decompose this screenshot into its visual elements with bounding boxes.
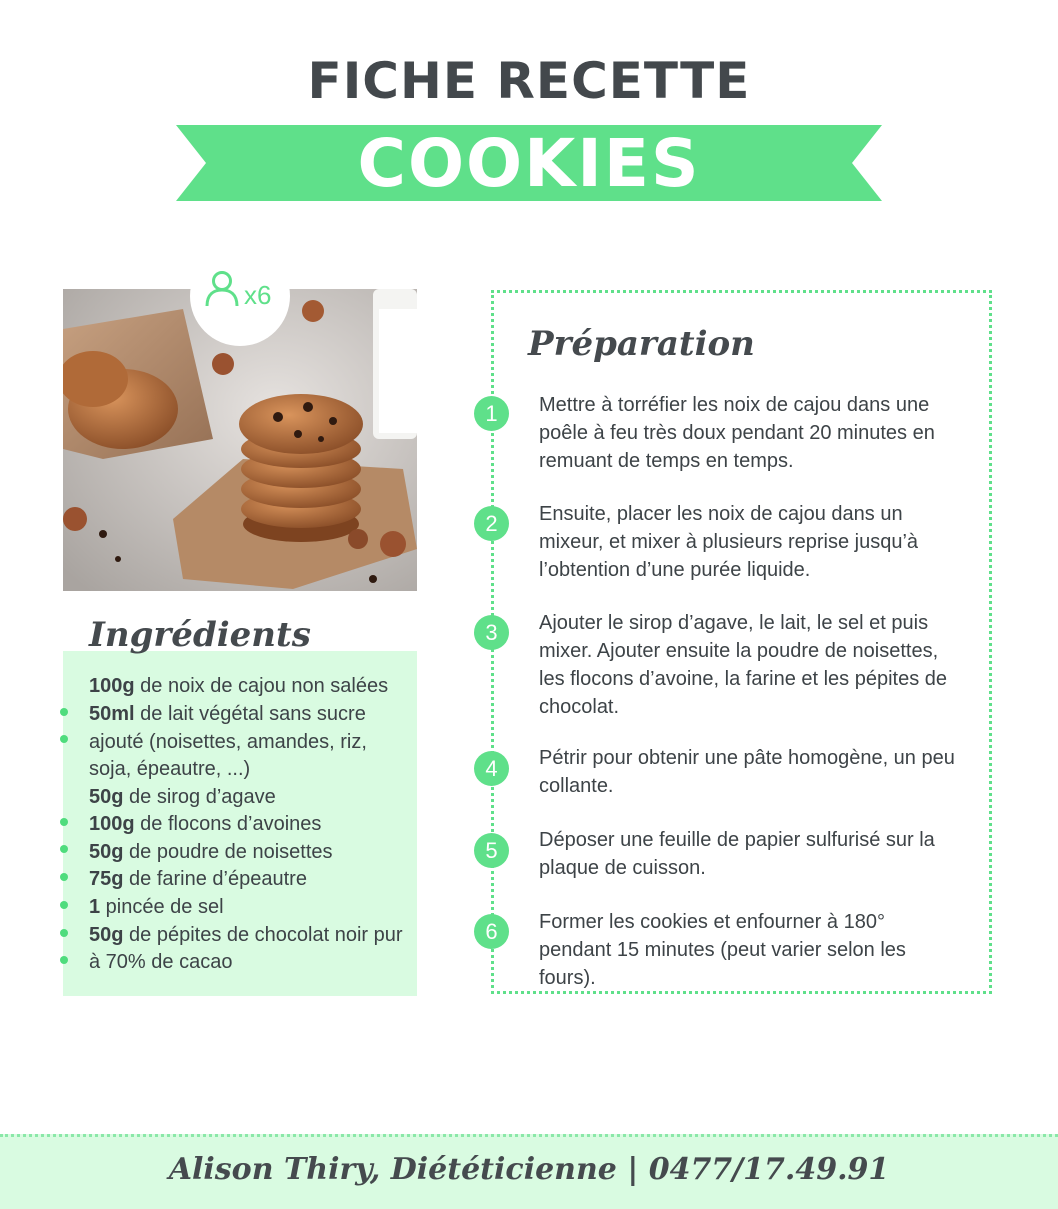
ingredient-line: ajouté (noisettes, amandes, riz, bbox=[89, 731, 367, 753]
ingredient-line: 50ml de lait végétal sans sucre bbox=[89, 703, 366, 725]
step-number: 4 bbox=[474, 751, 509, 786]
step-text: Ajouter le sirop d’agave, le lait, le sel et puis mixer. Ajouter ensuite la poudre de noisettes, les flocons d’avoine, la farine et les pépites de chocolat. bbox=[539, 612, 948, 718]
step-text: Ensuite, placer les noix de cajou dans un mixeur, et mixer à plusieurs reprise jusqu’à l’obtention d’une purée liquide. bbox=[539, 503, 919, 581]
page-title: FICHE RECETTE bbox=[307, 52, 751, 110]
ingredient-line: 50g de pépites de chocolat noir pur bbox=[89, 924, 403, 946]
bullet-dot bbox=[60, 873, 68, 881]
step-number: 6 bbox=[474, 914, 509, 949]
ingredient-line: 50g de sirog d’agave bbox=[89, 786, 276, 808]
bullet-dot bbox=[60, 956, 68, 964]
bullet-dot bbox=[60, 845, 68, 853]
servings-count: x6 bbox=[244, 280, 272, 310]
ingredient-line: 75g de farine d’épeautre bbox=[89, 868, 307, 890]
ingredient-line: 100g de flocons d’avoines bbox=[89, 813, 322, 835]
step-text: Pétrir pour obtenir une pâte homogène, un peu collante. bbox=[539, 747, 955, 797]
step-number: 3 bbox=[474, 615, 509, 650]
step-text: Mettre à torréfier les noix de cajou dans une poêle à feu très doux pendant 20 minutes en remuant de temps en temps. bbox=[539, 394, 935, 472]
step-text: Déposer une feuille de papier sulfurisé sur la plaque de cuisson. bbox=[539, 829, 935, 879]
footer-contact: Alison Thiry, Diététicienne | 0477/17.49.91 bbox=[168, 1152, 890, 1187]
ingredient-line: 1 pincée de sel bbox=[89, 896, 224, 918]
bullet-dot bbox=[60, 901, 68, 909]
recipe-name: COOKIES bbox=[357, 125, 701, 202]
step-number: 5 bbox=[474, 833, 509, 868]
bullet-dot bbox=[60, 929, 68, 937]
person-icon bbox=[204, 270, 240, 308]
ingredient-line: 100g de noix de cajou non salées bbox=[89, 675, 389, 697]
bullet-dot bbox=[60, 818, 68, 826]
bullet-dot bbox=[60, 708, 68, 716]
step-number: 1 bbox=[474, 396, 509, 431]
ingredient-line: soja, épeautre, ...) bbox=[89, 758, 251, 780]
ingredients-title: Ingrédients bbox=[89, 615, 311, 655]
step-number: 2 bbox=[474, 506, 509, 541]
bullet-dot bbox=[60, 735, 68, 743]
preparation-title: Préparation bbox=[528, 324, 755, 364]
ingredient-line: à 70% de cacao bbox=[89, 951, 233, 973]
step-text: Former les cookies et enfourner à 180° pendant 15 minutes (peut varier selon les fours). bbox=[539, 911, 906, 989]
ingredient-line: 50g de poudre de noisettes bbox=[89, 841, 333, 863]
